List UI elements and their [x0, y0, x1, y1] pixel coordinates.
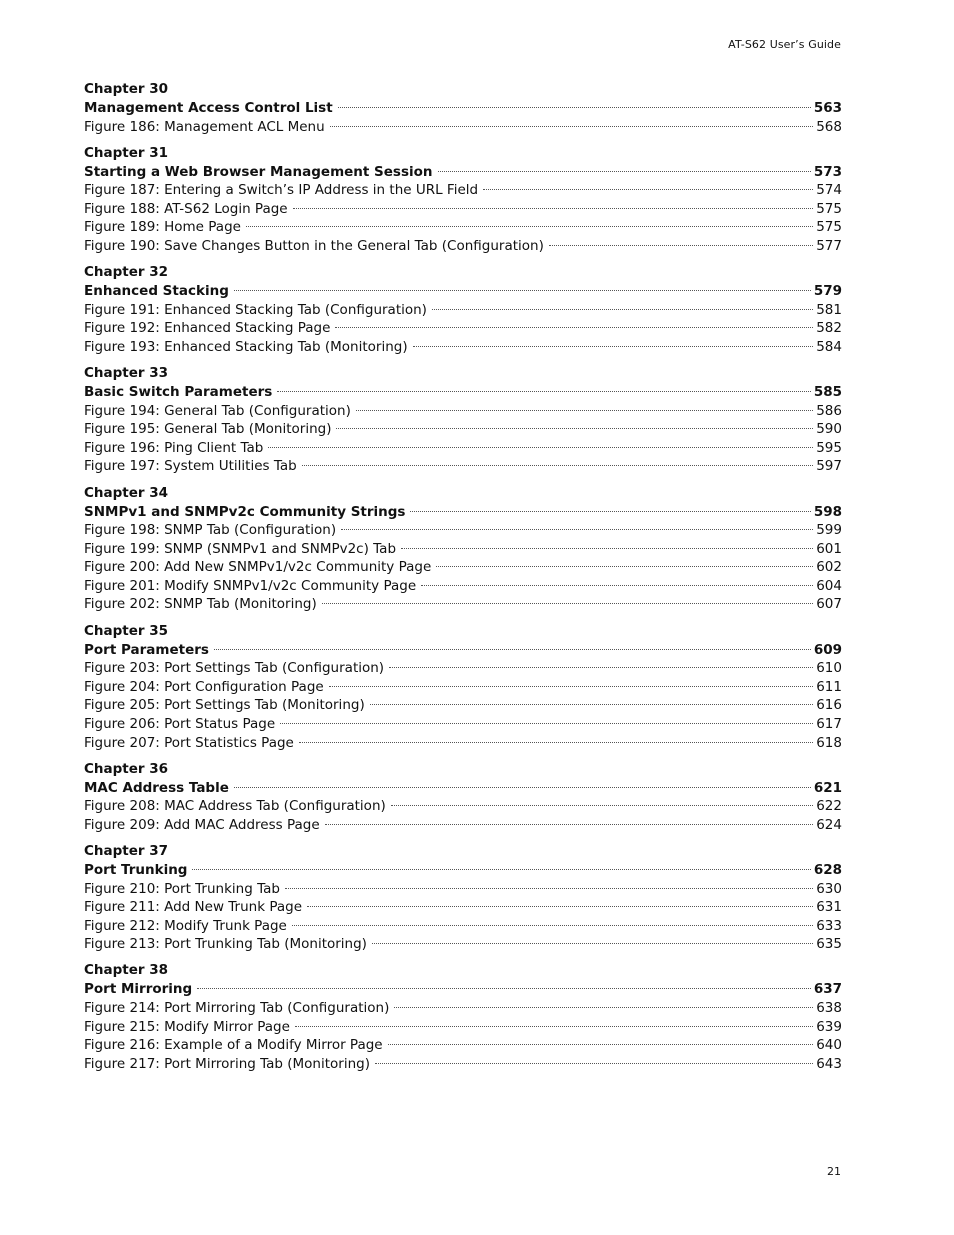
chapter-title-entry[interactable] — [84, 503, 842, 522]
dot-leader — [307, 906, 813, 907]
chapter-title: Basic Switch Parameters — [84, 384, 273, 401]
page-ref: 581 — [816, 301, 842, 318]
dot-leader — [394, 1007, 813, 1008]
figure-entry[interactable] — [84, 521, 842, 540]
figure-caption: Figure 190: Save Changes Button in the General Tab (Configuration) — [84, 238, 544, 255]
dot-leader — [329, 686, 814, 687]
chapter-block — [84, 364, 842, 476]
figure-caption: Figure 200: Add New SNMPv1/v2c Community Page — [84, 559, 432, 576]
dot-leader — [438, 171, 811, 172]
chapter-title-entry[interactable] — [84, 99, 842, 118]
figure-caption: Figure 202: SNMP Tab (Monitoring) — [84, 596, 317, 613]
page-ref: 633 — [816, 917, 842, 934]
chapter-title: SNMPv1 and SNMPv2c Community Strings — [84, 503, 406, 520]
page-ref: 624 — [816, 816, 842, 833]
chapter-block — [84, 760, 842, 835]
dot-leader — [277, 391, 811, 392]
dot-leader — [389, 667, 813, 668]
chapter-label: Chapter 38 — [84, 962, 169, 979]
chapter-title: Port Parameters — [84, 641, 209, 658]
page-ref: 628 — [813, 861, 842, 878]
chapter-title-entry[interactable] — [84, 282, 842, 301]
dot-leader — [436, 566, 813, 567]
figure-entry[interactable] — [84, 402, 842, 421]
chapter-title: Enhanced Stacking — [84, 283, 229, 300]
dot-leader — [421, 585, 813, 586]
page-number: 21 — [827, 1165, 841, 1178]
chapter-label: Chapter 37 — [84, 842, 169, 859]
figure-entry[interactable] — [84, 734, 842, 753]
figure-entry[interactable] — [84, 696, 842, 715]
page-ref: 584 — [816, 338, 842, 355]
figure-caption: Figure 192: Enhanced Stacking Page — [84, 320, 331, 337]
figure-caption: Figure 204: Port Configuration Page — [84, 678, 324, 695]
dot-leader — [302, 465, 814, 466]
dot-leader — [335, 327, 813, 328]
figure-caption: Figure 214: Port Mirroring Tab (Configuration) — [84, 999, 390, 1016]
figure-entry[interactable] — [84, 1036, 842, 1055]
figure-caption: Figure 212: Modify Trunk Page — [84, 917, 287, 934]
chapter-title-entry[interactable] — [84, 980, 842, 999]
chapter-block — [84, 263, 842, 356]
chapter-block — [84, 144, 842, 256]
figure-caption: Figure 207: Port Statistics Page — [84, 734, 294, 751]
page-ref: 635 — [816, 936, 842, 953]
figure-caption: Figure 217: Port Mirroring Tab (Monitoring) — [84, 1055, 370, 1072]
dot-leader — [341, 529, 813, 530]
figure-caption: Figure 216: Example of a Modify Mirror Page — [84, 1037, 383, 1054]
dot-leader — [292, 925, 813, 926]
figure-caption: Figure 205: Port Settings Tab (Monitoring) — [84, 697, 365, 714]
dot-leader — [483, 189, 813, 190]
chapter-title: Port Mirroring — [84, 981, 193, 998]
figure-caption: Figure 198: SNMP Tab (Configuration) — [84, 522, 337, 539]
chapter-block — [84, 80, 842, 136]
dot-leader — [338, 107, 811, 108]
figure-entry[interactable] — [84, 200, 842, 219]
page-ref: 597 — [816, 458, 842, 475]
chapter-title: MAC Address Table — [84, 779, 229, 796]
dot-leader — [391, 805, 813, 806]
figure-entry[interactable] — [84, 301, 842, 320]
figure-entry[interactable] — [84, 218, 842, 237]
page-ref: 604 — [816, 577, 842, 594]
dot-leader — [197, 988, 811, 989]
dot-leader — [388, 1044, 814, 1045]
chapter-block — [84, 484, 842, 615]
figure-caption: Figure 186: Management ACL Menu — [84, 118, 325, 135]
figure-caption: Figure 206: Port Status Page — [84, 715, 276, 732]
figure-entry[interactable] — [84, 181, 842, 200]
page-ref: 590 — [816, 421, 842, 438]
page-ref: 599 — [816, 522, 842, 539]
figure-entry[interactable] — [84, 577, 842, 596]
chapter-label: Chapter 30 — [84, 81, 169, 97]
dot-leader — [246, 226, 813, 227]
figure-entry[interactable] — [84, 558, 842, 577]
table-of-figures — [84, 80, 842, 1081]
figure-caption: Figure 189: Home Page — [84, 219, 241, 236]
figure-entry[interactable] — [84, 118, 842, 137]
chapter-label: Chapter 32 — [84, 264, 169, 281]
dot-leader — [413, 346, 814, 347]
page-ref: 630 — [816, 880, 842, 897]
figure-entry[interactable] — [84, 540, 842, 559]
figure-caption: Figure 211: Add New Trunk Page — [84, 899, 302, 916]
figure-caption: Figure 194: General Tab (Configuration) — [84, 402, 351, 419]
figure-entry[interactable] — [84, 999, 842, 1018]
dot-leader — [192, 869, 810, 870]
figure-entry[interactable] — [84, 715, 842, 734]
page-ref: 575 — [816, 200, 842, 217]
figure-caption: Figure 203: Port Settings Tab (Configuration) — [84, 660, 385, 677]
dot-leader — [299, 742, 813, 743]
dot-leader — [549, 245, 813, 246]
figure-entry[interactable] — [84, 319, 842, 338]
figure-caption: Figure 210: Port Trunking Tab — [84, 880, 280, 897]
figure-entry[interactable] — [84, 1055, 842, 1074]
chapter-label: Chapter 31 — [84, 144, 169, 161]
dot-leader — [234, 787, 811, 788]
chapter-title: Port Trunking — [84, 861, 188, 878]
figure-caption: Figure 209: Add MAC Address Page — [84, 816, 320, 833]
figure-entry[interactable] — [84, 595, 842, 614]
page-ref: 598 — [813, 503, 842, 520]
page-ref: 563 — [813, 100, 842, 116]
page-ref: 607 — [816, 596, 842, 613]
figure-caption: Figure 213: Port Trunking Tab (Monitoring) — [84, 936, 367, 953]
chapter-block — [84, 961, 842, 1073]
figure-entry[interactable] — [84, 237, 842, 256]
figure-caption: Figure 196: Ping Client Tab — [84, 439, 264, 456]
figure-entry[interactable] — [84, 917, 842, 936]
dot-leader — [268, 447, 813, 448]
dot-leader — [295, 1026, 813, 1027]
page-ref: 601 — [816, 540, 842, 557]
figure-caption: Figure 215: Modify Mirror Page — [84, 1018, 290, 1035]
chapter-label: Chapter 36 — [84, 760, 169, 777]
figure-caption: Figure 201: Modify SNMPv1/v2c Community Page — [84, 577, 417, 594]
chapter-title-entry[interactable] — [84, 861, 842, 880]
dot-leader — [410, 511, 810, 512]
chapter-title-entry[interactable] — [84, 383, 842, 402]
chapter-label: Chapter 34 — [84, 484, 169, 501]
dot-leader — [432, 309, 813, 310]
dot-leader — [370, 704, 814, 705]
page-ref: 622 — [816, 798, 842, 815]
chapter-title: Starting a Web Browser Management Session — [84, 163, 433, 180]
page-ref: 643 — [816, 1055, 842, 1072]
dot-leader — [336, 428, 813, 429]
figure-entry[interactable] — [84, 1018, 842, 1037]
page-ref: 582 — [816, 320, 842, 337]
figure-caption: Figure 199: SNMP (SNMPv1 and SNMPv2c) Tab — [84, 540, 397, 557]
figure-caption: Figure 197: System Utilities Tab — [84, 458, 297, 475]
page-ref: 611 — [816, 678, 842, 695]
figure-caption: Figure 208: MAC Address Tab (Configuration) — [84, 798, 386, 815]
running-header: AT-S62 User’s Guide — [728, 38, 841, 51]
figure-entry[interactable] — [84, 816, 842, 835]
figure-entry[interactable] — [84, 338, 842, 357]
figure-entry[interactable] — [84, 659, 842, 678]
dot-leader — [285, 888, 813, 889]
page-ref: 579 — [813, 283, 842, 300]
dot-leader — [325, 824, 814, 825]
chapter-title: Management Access Control List — [84, 100, 333, 116]
page-ref: 617 — [816, 715, 842, 732]
figure-entry[interactable] — [84, 880, 842, 899]
page-ref: 575 — [816, 219, 842, 236]
figure-caption: Figure 193: Enhanced Stacking Tab (Monitoring) — [84, 338, 408, 355]
chapter-title-entry[interactable] — [84, 641, 842, 660]
figure-entry[interactable] — [84, 898, 842, 917]
page-ref: 609 — [813, 641, 842, 658]
figure-entry[interactable] — [84, 457, 842, 476]
figure-caption: Figure 188: AT-S62 Login Page — [84, 200, 288, 217]
chapter-title-entry[interactable] — [84, 163, 842, 182]
figure-entry[interactable] — [84, 935, 842, 954]
page-ref: 577 — [816, 238, 842, 255]
figure-caption: Figure 195: General Tab (Monitoring) — [84, 421, 332, 438]
dot-leader — [330, 126, 814, 127]
page-ref: 585 — [813, 384, 842, 401]
dot-leader — [322, 603, 813, 604]
page-ref: 618 — [816, 734, 842, 751]
chapter-title-entry[interactable] — [84, 779, 842, 798]
dot-leader — [214, 649, 811, 650]
figure-entry[interactable] — [84, 797, 842, 816]
page-ref: 595 — [816, 439, 842, 456]
chapter-block — [84, 842, 842, 954]
page-ref: 621 — [813, 779, 842, 796]
figure-caption: Figure 187: Entering a Switch’s IP Address in the URL Field — [84, 182, 479, 199]
page-ref: 602 — [816, 559, 842, 576]
figure-entry[interactable] — [84, 678, 842, 697]
figure-caption: Figure 191: Enhanced Stacking Tab (Configuration) — [84, 301, 427, 318]
page-ref: 616 — [816, 697, 842, 714]
dot-leader — [375, 1063, 813, 1064]
dot-leader — [401, 548, 813, 549]
figure-entry[interactable] — [84, 439, 842, 458]
dot-leader — [372, 943, 813, 944]
page-ref: 638 — [816, 999, 842, 1016]
figure-entry[interactable] — [84, 420, 842, 439]
page-ref: 631 — [816, 899, 842, 916]
page-ref: 639 — [816, 1018, 842, 1035]
page-ref: 574 — [816, 182, 842, 199]
dot-leader — [234, 290, 811, 291]
page-ref: 568 — [816, 118, 842, 135]
page-ref: 640 — [816, 1037, 842, 1054]
page-ref: 586 — [816, 402, 842, 419]
page-ref: 573 — [813, 163, 842, 180]
dot-leader — [293, 208, 814, 209]
page-ref: 637 — [813, 981, 842, 998]
dot-leader — [356, 410, 813, 411]
chapter-label: Chapter 33 — [84, 365, 169, 382]
page-ref: 610 — [816, 660, 842, 677]
chapter-block — [84, 622, 842, 753]
chapter-label: Chapter 35 — [84, 622, 169, 639]
dot-leader — [280, 723, 813, 724]
